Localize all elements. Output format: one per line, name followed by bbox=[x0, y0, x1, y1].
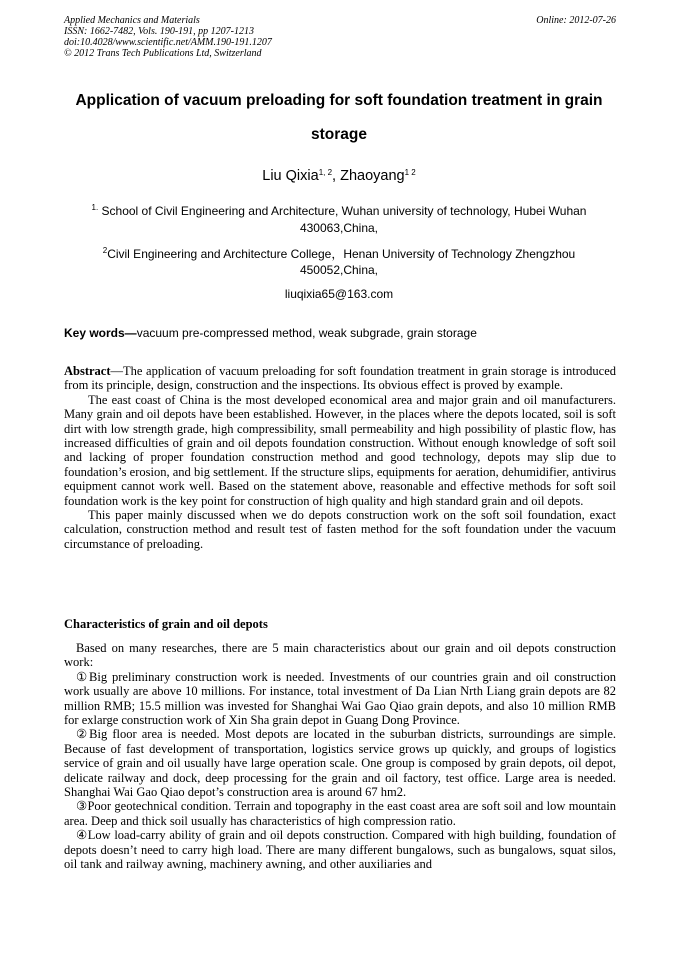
affiliation-2-line1 bbox=[40, 245, 638, 262]
journal-name: Applied Mechanics and Materials bbox=[64, 15, 200, 26]
keywords bbox=[64, 326, 477, 340]
author-name: Liu Qixia bbox=[262, 168, 319, 184]
affiliation-1-line1 bbox=[40, 204, 638, 218]
author-list bbox=[40, 168, 638, 184]
section-intro: Based on many researches, there are 5 main characteristics about our grain and oil depots construction work: bbox=[64, 641, 616, 670]
affiliation-1-line2: 430063,China, bbox=[299, 221, 379, 235]
author-email: liuqixia65@163.com bbox=[284, 287, 394, 301]
affiliation-2-line2: 450052,China, bbox=[299, 263, 379, 277]
abstract-block bbox=[64, 364, 616, 551]
keywords-text: vacuum pre-compressed method, weak subgrade, grain storage bbox=[136, 326, 477, 340]
author-affiliation-mark: 1 2 bbox=[404, 168, 416, 177]
section-body bbox=[64, 641, 616, 872]
keywords-label: Key words— bbox=[64, 326, 137, 340]
affiliation-mark: 1. bbox=[91, 203, 99, 212]
author-separator: , bbox=[332, 168, 341, 184]
journal-doi: doi:10.4028/www.scientific.net/AMM.190-191.1207 bbox=[64, 37, 272, 48]
paper-title-line2: storage bbox=[311, 126, 367, 143]
list-item: ②Big floor area is needed. Most depots are located in the suburban districts, surroundings are simple. Because of fast development of transportation, logistics service grows up quickly, and groups of logistics service of grain and oil usually have large operation scale. One group is composed by grain depots, oil depot, delicate railway and dock, deep processing for the grain and oil factory, test office. Large area is needed. Shanghai Wai Gao Qiao depot’s construction area is around 67 hm2. bbox=[64, 727, 616, 800]
section-heading: Characteristics of grain and oil depots bbox=[64, 617, 268, 631]
paper-title-line1: Application of vacuum preloading for soft foundation treatment in grain bbox=[75, 92, 603, 109]
author-name: Zhaoyang bbox=[340, 168, 405, 184]
abstract-paragraph bbox=[64, 364, 616, 393]
intro-paragraph: This paper mainly discussed when we do depots construction work on the soft soil foundation, exact calculation, construction method and result test of fasten method for the soft foundation under the vacuum circumstance of preloading. bbox=[64, 508, 616, 551]
list-item: ①Big preliminary construction work is needed. Investments of our countries grain and oil construction work usually are above 10 millions. For instance, total investment of Da Lian Nrth Liang grain depots are 82 million RMB; 15.5 million was invested for Shanghai Wai Gao Qiao grain depots, and also 10 million RMB for exlarge construction work of Xin Sha grain depot in Guang Dong Province. bbox=[64, 669, 616, 728]
list-item: ④Low load-carry ability of grain and oil depots construction. Compared with high building, foundation of depots doesn’t need to carry high load. There are many different bungalows, such as bungalows, squat silos, oil tank and railway awning, machinery awning, and other auxiliaries and bbox=[64, 828, 616, 872]
list-item: ③Poor geotechnical condition. Terrain and topography in the east coast area are soft soil and low mountain area. Deep and thick soil usually has characteristics of high compression ratio. bbox=[64, 799, 616, 828]
affiliation-text: Civil Engineering and Architecture College，Henan University of Technology Zhengzhou bbox=[107, 247, 576, 261]
journal-issn: ISSN: 1662-7482, Vols. 190-191, pp 1207-1213 bbox=[64, 26, 254, 37]
author-affiliation-mark: 1, 2 bbox=[318, 168, 333, 177]
online-date: Online: 2012-07-26 bbox=[536, 15, 616, 26]
intro-paragraph: The east coast of China is the most developed economical area and major grain and oil manufacturers. Many grain and oil depots have been established. However, in the places where the depots located, soil is soft dirt with low strength grade, high compressibility, small permeability and high possibility of plastic flow, has increased difficulties of grain and oil depots foundation construction. Without enough knowledge of soft soil and lacking of proper foundation construction method and good technology, depots may slip due to foundation’s erosion, and big settlement. If the structure slips, equipments for aeration, dehumidifier, antivirus equipment cannot work well. Based on the statement above, reasonable and effective methods for soft soil foundation work is the key point for construction of high quality and high standard grain and oil depots. bbox=[64, 392, 616, 508]
affiliation-text: School of Civil Engineering and Architecture, Wuhan university of technology, Hubei Wuhan bbox=[98, 204, 587, 218]
journal-header bbox=[64, 15, 616, 59]
journal-copyright: © 2012 Trans Tech Publications Ltd, Switzerland bbox=[64, 48, 262, 59]
abstract-label: Abstract bbox=[64, 364, 111, 378]
abstract-text: —The application of vacuum preloading for soft foundation treatment in grain storage is introduced from its principle, design, construction and the inspections. Its obvious effect is proved by example. bbox=[64, 364, 616, 393]
affiliation-mark: 2 bbox=[102, 246, 108, 255]
